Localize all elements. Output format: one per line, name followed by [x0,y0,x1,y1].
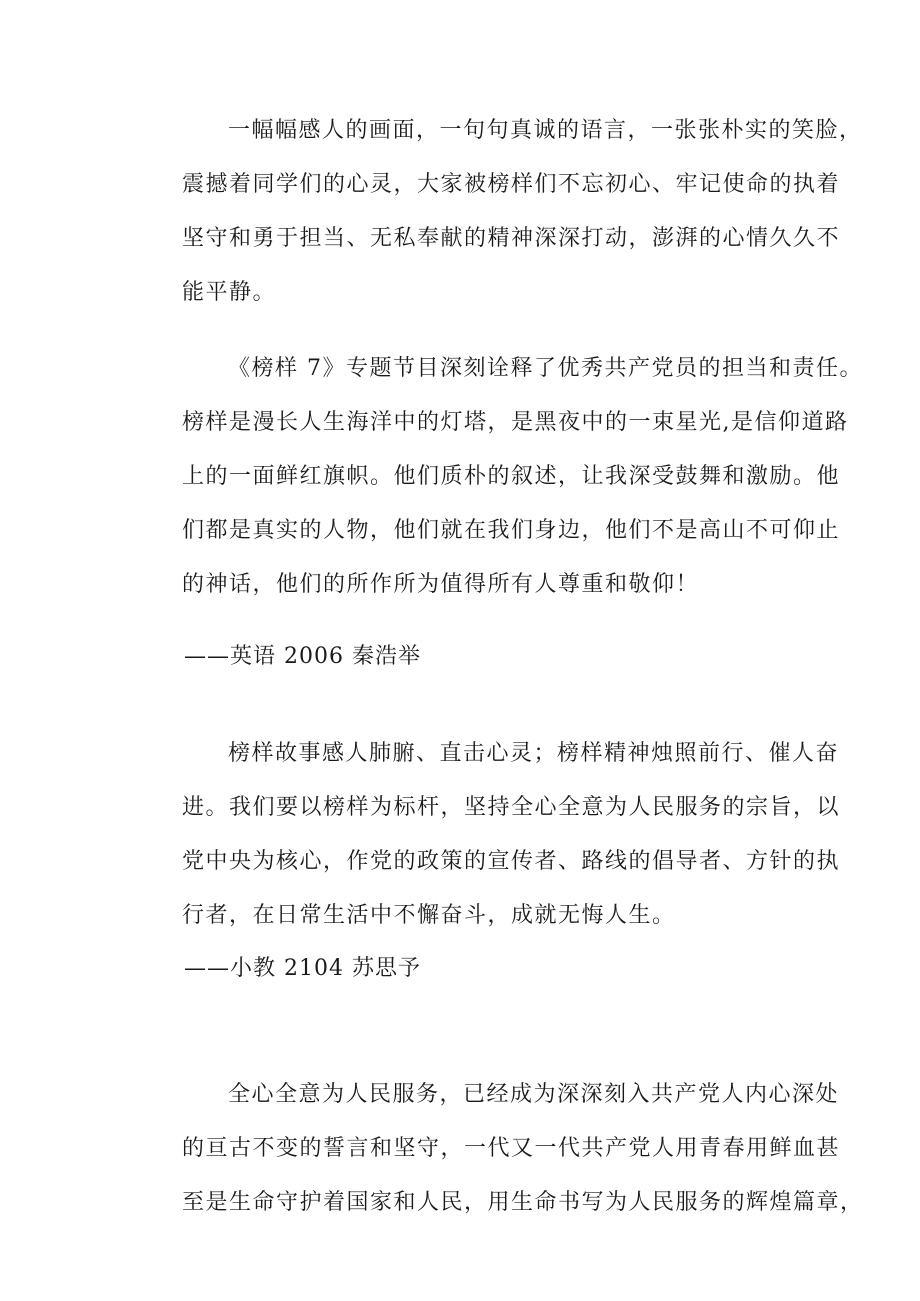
paragraph-line: 进。我们要以榜样为标杆，坚持全心全意为人民服务的宗旨，以 [182,795,841,820]
paragraph-line: 们都是真实的人物，他们就在我们身边，他们不是高山不可仰止 [182,518,841,543]
paragraph-line: 的神话，他们的所作所为值得所有人尊重和敬仰！ [182,572,700,597]
paragraph-line: 坚守和勇于担当、无私奉献的精神深深打动，澎湃的心情久久不 [182,226,841,251]
signature-2: ——小教 2104 苏思予 [184,956,421,981]
paragraph-line: 行者，在日常生活中不懈奋斗，成就无悔人生。 [182,903,676,928]
paragraph-line: 的亘古不变的誓言和坚守，一代又一代共产党人用青春用鲜血甚 [182,1136,841,1161]
paragraph-line: 一幅幅感人的画面，一句句真诚的语言，一张张朴实的笑脸， [228,118,863,143]
signature-1: ——英语 2006 秦浩举 [184,644,421,669]
paragraph-line: 榜样是漫长人生海洋中的灯塔，是黑夜中的一束星光,是信仰道路 [182,410,849,435]
paragraph-line: 党中央为核心，作党的政策的宣传者、路线的倡导者、方针的执 [182,849,841,874]
paragraph-line: 全心全意为人民服务，已经成为深深刻入共产党人内心深处 [228,1082,840,1107]
paragraph-line: 榜样故事感人肺腑、直击心灵；榜样精神烛照前行、催人奋 [228,741,840,766]
paragraph-line: 至是生命守护着国家和人民，用生命书写为人民服务的辉煌篇章， [182,1190,864,1215]
paragraph-2 [136,342,863,612]
paragraph-4 [136,1068,864,1230]
paragraph-line: 上的一面鲜红旗帜。他们质朴的叙述，让我深受鼓舞和激励。他 [182,464,841,489]
paragraph-line: 《榜样 7》专题节目深刻诠释了优秀共产党员的担当和责任。 [228,356,863,381]
paragraph-1 [136,104,863,320]
paragraph-3 [136,727,841,943]
paragraph-line: 震撼着同学们的心灵，大家被榜样们不忘初心、牢记使命的执着 [182,172,841,197]
paragraph-line: 能平静。 [182,280,277,305]
